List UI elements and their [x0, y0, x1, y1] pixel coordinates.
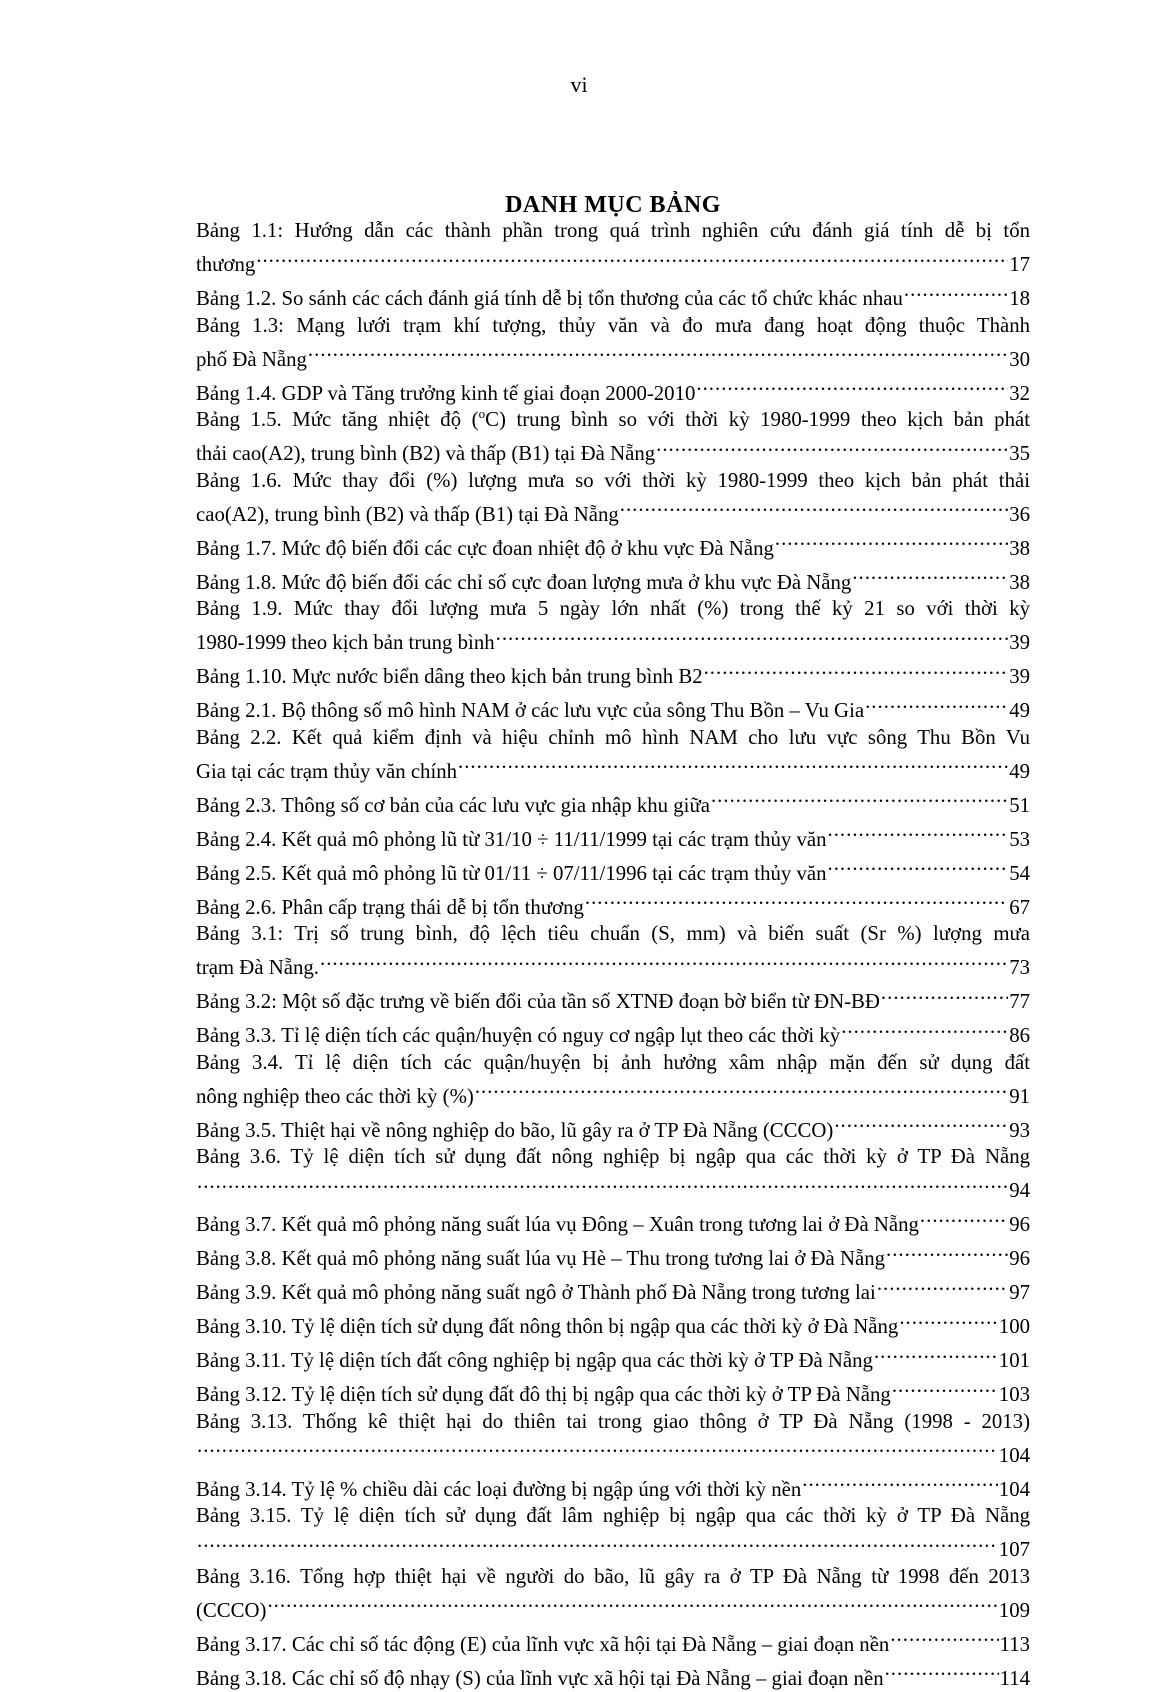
- dot-leader: [890, 1624, 998, 1651]
- toc-entry[interactable]: [196, 1239, 1030, 1273]
- dot-leader: [197, 1435, 998, 1462]
- toc-entry-first-line: Bảng 3.16. Tổng hợp thiệt hại về người do bão, lũ gây ra ở TP Đà Nẵng từ 1998 đến 2013: [196, 1564, 1030, 1591]
- toc-entry-first-line: Bảng 3.4. Tỉ lệ diện tích các quận/huyện bị ảnh hưởng xâm nhập mặn đến sử dụng đất: [196, 1050, 1030, 1077]
- dot-leader: [308, 339, 1008, 366]
- dot-leader: [711, 785, 1008, 812]
- table-of-contents-list: [196, 218, 1030, 1692]
- dot-leader: [877, 1273, 1008, 1300]
- dot-leader: [892, 1375, 998, 1402]
- toc-entry-page-number: 109: [999, 1598, 1030, 1625]
- toc-entry-page-number: 51: [1009, 793, 1030, 820]
- toc-entry-page-number: 18: [1009, 286, 1030, 313]
- toc-entry[interactable]: [196, 1016, 1030, 1050]
- toc-entry-first-line: Bảng 3.1: Trị số trung bình, độ lệch tiêu chuẩn (S, mm) và biến suất (Sr %) lượng mưa: [196, 921, 1030, 948]
- dot-leader: [475, 1076, 1008, 1103]
- toc-entry[interactable]: [196, 1624, 1030, 1658]
- toc-entry-page-number: 86: [1009, 1023, 1030, 1050]
- toc-entry-page-number: 32: [1009, 381, 1030, 408]
- dot-leader: [828, 853, 1009, 880]
- toc-entry[interactable]: [196, 1144, 1030, 1205]
- toc-entry-title: (CCCO): [196, 1598, 266, 1625]
- toc-entry[interactable]: [196, 657, 1030, 691]
- toc-entry-text-part: Bảng 1.5. Mức tăng nhiệt độ (: [196, 408, 479, 431]
- toc-entry-page-number: 39: [1009, 664, 1030, 691]
- toc-entry-title: Bảng 2.5. Kết quả mô phỏng lũ từ 01/11 ÷ 07/11/1996 tại các trạm thủy văn: [196, 861, 827, 888]
- dot-leader: [656, 434, 1008, 461]
- toc-entry-title: Bảng 3.10. Tỷ lệ diện tích sử dụng đất nông thôn bị ngập qua các thời kỳ ở Đà Nẵng: [196, 1314, 898, 1341]
- toc-entry-page-number: 35: [1009, 441, 1030, 468]
- toc-entry-page-number: 97: [1009, 1280, 1030, 1307]
- toc-entry[interactable]: [196, 1503, 1030, 1564]
- toc-entry[interactable]: [196, 1273, 1030, 1307]
- toc-entry-page-number: 94: [1009, 1178, 1030, 1205]
- toc-entry-page-number: 53: [1009, 827, 1030, 854]
- dot-leader: [267, 1590, 997, 1617]
- toc-entry-title: Bảng 2.4. Kết quả mô phỏng lũ từ 31/10 ÷ 11/11/1999 tại các trạm thủy văn: [196, 827, 827, 854]
- toc-entry[interactable]: [196, 1341, 1030, 1375]
- dot-leader: [620, 494, 1008, 521]
- toc-entry-title: Bảng 3.8. Kết quả mô phỏng năng suất lúa vụ Hè – Thu trong tương lai ở Đà Nẵng: [196, 1246, 885, 1273]
- dot-leader: [197, 1171, 1008, 1198]
- dot-leader: [874, 1341, 998, 1368]
- toc-entry[interactable]: [196, 373, 1030, 407]
- toc-entry-page-number: 67: [1009, 895, 1030, 922]
- toc-entry[interactable]: [196, 313, 1030, 374]
- toc-entry[interactable]: [196, 1409, 1030, 1470]
- toc-entry-page-number: 100: [999, 1314, 1030, 1341]
- toc-entry-page-number: 91: [1009, 1084, 1030, 1111]
- toc-entry-title: Bảng 3.14. Tỷ lệ % chiều dài các loại đường bị ngập úng với thời kỳ nền: [196, 1477, 801, 1504]
- toc-entry[interactable]: [196, 785, 1030, 819]
- dot-leader: [496, 623, 1009, 650]
- toc-entry-title: Bảng 3.2: Một số đặc trưng về biến đổi của tần số XTNĐ đoạn bờ biển từ ĐN-BĐ: [196, 989, 880, 1016]
- toc-entry-title: Bảng 1.10. Mực nước biển dâng theo kịch bản trung bình B2: [196, 664, 703, 691]
- toc-entry-title: Bảng 1.7. Mức độ biến đổi các cực đoan nhiệt độ ở khu vực Đà Nẵng: [196, 536, 774, 563]
- dot-leader: [886, 1239, 1008, 1266]
- toc-entry[interactable]: [196, 1050, 1030, 1111]
- toc-entry-title: Gia tại các trạm thủy văn chính: [196, 759, 457, 786]
- toc-entry[interactable]: [196, 218, 1030, 279]
- toc-entry-first-line: Bảng 2.2. Kết quả kiểm định và hiệu chỉnh mô hình NAM cho lưu vực sông Thu Bồn Vu: [196, 725, 1030, 752]
- toc-entry-title: Bảng 3.3. Tỉ lệ diện tích các quận/huyện có nguy cơ ngập lụt theo các thời kỳ: [196, 1023, 840, 1050]
- toc-entry-title: Bảng 3.12. Tỷ lệ diện tích sử dụng đất đô thị bị ngập qua các thời kỳ ở TP Đà Nẵng: [196, 1382, 891, 1409]
- toc-entry-page-number: 96: [1009, 1246, 1030, 1273]
- toc-entry-title: cao(A2), trung bình (B2) và thấp (B1) tại Đà Nẵng: [196, 502, 619, 529]
- toc-entry[interactable]: [196, 1469, 1030, 1503]
- toc-entry[interactable]: [196, 1564, 1030, 1625]
- toc-entry-page-number: 96: [1009, 1212, 1030, 1239]
- dot-leader: [841, 1016, 1008, 1043]
- dot-leader: [920, 1205, 1008, 1232]
- dot-leader: [828, 819, 1009, 846]
- toc-entry[interactable]: [196, 407, 1030, 468]
- toc-entry[interactable]: [196, 921, 1030, 982]
- dot-leader: [256, 245, 1008, 272]
- toc-entry-text-part: C) trung bình so với thời kỳ 1980-1999 theo kịch bản phát: [485, 408, 1030, 431]
- dot-leader: [696, 373, 1008, 400]
- toc-entry[interactable]: [196, 887, 1030, 921]
- toc-entry-title: nông nghiệp theo các thời kỳ (%): [196, 1084, 474, 1111]
- page-number: vi: [0, 72, 1158, 98]
- dot-leader: [881, 982, 1008, 1009]
- toc-entry-page-number: 73: [1009, 955, 1030, 982]
- toc-entry-title: phố Đà Nẵng: [196, 347, 307, 374]
- toc-entry-first-line: [196, 407, 1030, 434]
- toc-entry-page-number: 101: [999, 1348, 1030, 1375]
- toc-entry-page-number: 54: [1009, 861, 1030, 888]
- toc-entry-title: Bảng 3.7. Kết quả mô phỏng năng suất lúa vụ Đông – Xuân trong tương lai ở Đà Nẵng: [196, 1212, 919, 1239]
- dot-leader: [904, 279, 1008, 306]
- toc-entry[interactable]: [196, 1658, 1030, 1692]
- toc-entry-title: thương: [196, 252, 255, 279]
- toc-entry[interactable]: [196, 819, 1030, 853]
- toc-entry-first-line: Bảng 1.3: Mạng lưới trạm khí tượng, thủy văn và đo mưa đang hoạt động thuộc Thành: [196, 313, 1030, 340]
- toc-entry-first-line: Bảng 1.1: Hướng dẫn các thành phần trong quá trình nghiên cứu đánh giá tính dễ bị tổn: [196, 218, 1030, 245]
- dot-leader: [197, 1530, 998, 1557]
- toc-entry[interactable]: [196, 279, 1030, 313]
- toc-entry-page-number: 30: [1009, 347, 1030, 374]
- toc-entry[interactable]: [196, 1307, 1030, 1341]
- toc-entry-page-number: 107: [999, 1537, 1030, 1564]
- toc-entry-page-number: 39: [1009, 630, 1030, 657]
- toc-entry-title: Bảng 1.8. Mức độ biến đổi các chỉ số cực đoan lượng mưa ở khu vực Đà Nẵng: [196, 570, 851, 597]
- toc-entry[interactable]: [196, 725, 1030, 786]
- toc-entry-title: Bảng 1.2. So sánh các cách đánh giá tính dễ bị tổn thương của các tổ chức khác nhau: [196, 286, 903, 313]
- toc-entry-title: thải cao(A2), trung bình (B2) và thấp (B1) tại Đà Nẵng: [196, 441, 655, 468]
- toc-entry[interactable]: [196, 853, 1030, 887]
- dot-leader: [704, 657, 1009, 684]
- toc-entry-page-number: 36: [1009, 502, 1030, 529]
- toc-entry-first-line: Bảng 1.6. Mức thay đổi (%) lượng mưa so với thời kỳ 1980-1999 theo kịch bản phát thải: [196, 468, 1030, 495]
- toc-entry-title: Bảng 3.18. Các chỉ số độ nhạy (S) của lĩnh vực xã hội tại Đà Nẵng – giai đoạn nền: [196, 1666, 884, 1692]
- toc-entry-page-number: 38: [1009, 536, 1030, 563]
- toc-entry[interactable]: [196, 1375, 1030, 1409]
- dot-leader: [585, 887, 1008, 914]
- toc-entry-first-line: Bảng 3.6. Tỷ lệ diện tích sử dụng đất nông nghiệp bị ngập qua các thời kỳ ở TP Đà Nẵng: [196, 1144, 1030, 1171]
- toc-entry-page-number: 77: [1009, 989, 1030, 1016]
- dot-leader: [834, 1110, 1008, 1137]
- toc-entry-title: Bảng 3.11. Tỷ lệ diện tích đất công nghiệp bị ngập qua các thời kỳ ở TP Đà Nẵng: [196, 1348, 873, 1375]
- page-title: DANH MỤC BẢNG: [196, 192, 1030, 219]
- degree-superscript: o: [479, 407, 486, 421]
- dot-leader: [320, 948, 1008, 975]
- toc-entry-page-number: 113: [1000, 1632, 1030, 1659]
- dot-leader: [458, 751, 1008, 778]
- toc-entry-title: Bảng 2.1. Bộ thông số mô hình NAM ở các lưu vực của sông Thu Bồn – Vu Gia: [196, 698, 864, 725]
- dot-leader: [852, 562, 1008, 589]
- toc-entry-title: 1980-1999 theo kịch bản trung bình: [196, 630, 495, 657]
- toc-entry-page-number: 103: [999, 1382, 1030, 1409]
- toc-entry[interactable]: [196, 528, 1030, 562]
- dot-leader: [865, 691, 1008, 718]
- toc-entry-page-number: 104: [999, 1477, 1030, 1504]
- dot-leader: [775, 528, 1008, 555]
- toc-entry-first-line: Bảng 1.9. Mức thay đổi lượng mưa 5 ngày lớn nhất (%) trong thế kỷ 21 so với thời kỳ: [196, 596, 1030, 623]
- toc-entry-title: Bảng 3.5. Thiệt hại về nông nghiệp do bão, lũ gây ra ở TP Đà Nẵng (CCCO): [196, 1118, 833, 1145]
- toc-entry[interactable]: [196, 468, 1030, 529]
- toc-entry-page-number: 49: [1009, 698, 1030, 725]
- toc-entry[interactable]: [196, 596, 1030, 657]
- toc-entry-page-number: 17: [1009, 252, 1030, 279]
- toc-entry[interactable]: [196, 691, 1030, 725]
- dot-leader: [899, 1307, 997, 1334]
- toc-entry-title: Bảng 1.4. GDP và Tăng trưởng kinh tế giai đoạn 2000-2010: [196, 381, 695, 408]
- toc-entry-page-number: 93: [1009, 1118, 1030, 1145]
- toc-entry-page-number: 38: [1009, 570, 1030, 597]
- toc-entry-first-line: Bảng 3.15. Tỷ lệ diện tích sử dụng đất lâm nghiệp bị ngập qua các thời kỳ ở TP Đà Nẵng: [196, 1503, 1030, 1530]
- dot-leader: [802, 1469, 998, 1496]
- toc-entry[interactable]: [196, 1205, 1030, 1239]
- toc-entry-title: Bảng 2.3. Thông số cơ bản của các lưu vực gia nhập khu giữa: [196, 793, 710, 820]
- toc-entry-page-number: 104: [999, 1443, 1030, 1470]
- dot-leader: [885, 1658, 999, 1685]
- toc-entry-title: trạm Đà Nẵng.: [196, 955, 319, 982]
- toc-entry-first-line: Bảng 3.13. Thống kê thiệt hại do thiên tai trong giao thông ở TP Đà Nẵng (1998 - 2013): [196, 1409, 1030, 1436]
- toc-entry[interactable]: [196, 982, 1030, 1016]
- toc-entry[interactable]: [196, 562, 1030, 596]
- toc-entry-page-number: 49: [1009, 759, 1030, 786]
- toc-entry[interactable]: [196, 1110, 1030, 1144]
- toc-entry-page-number: 114: [1000, 1666, 1030, 1692]
- toc-entry-title: Bảng 2.6. Phân cấp trạng thái dễ bị tổn thương: [196, 895, 584, 922]
- toc-entry-title: Bảng 3.9. Kết quả mô phỏng năng suất ngô ở Thành phố Đà Nẵng trong tương lai: [196, 1280, 876, 1307]
- toc-entry-title: Bảng 3.17. Các chỉ số tác động (E) của lĩnh vực xã hội tại Đà Nẵng – giai đoạn nền: [196, 1632, 889, 1659]
